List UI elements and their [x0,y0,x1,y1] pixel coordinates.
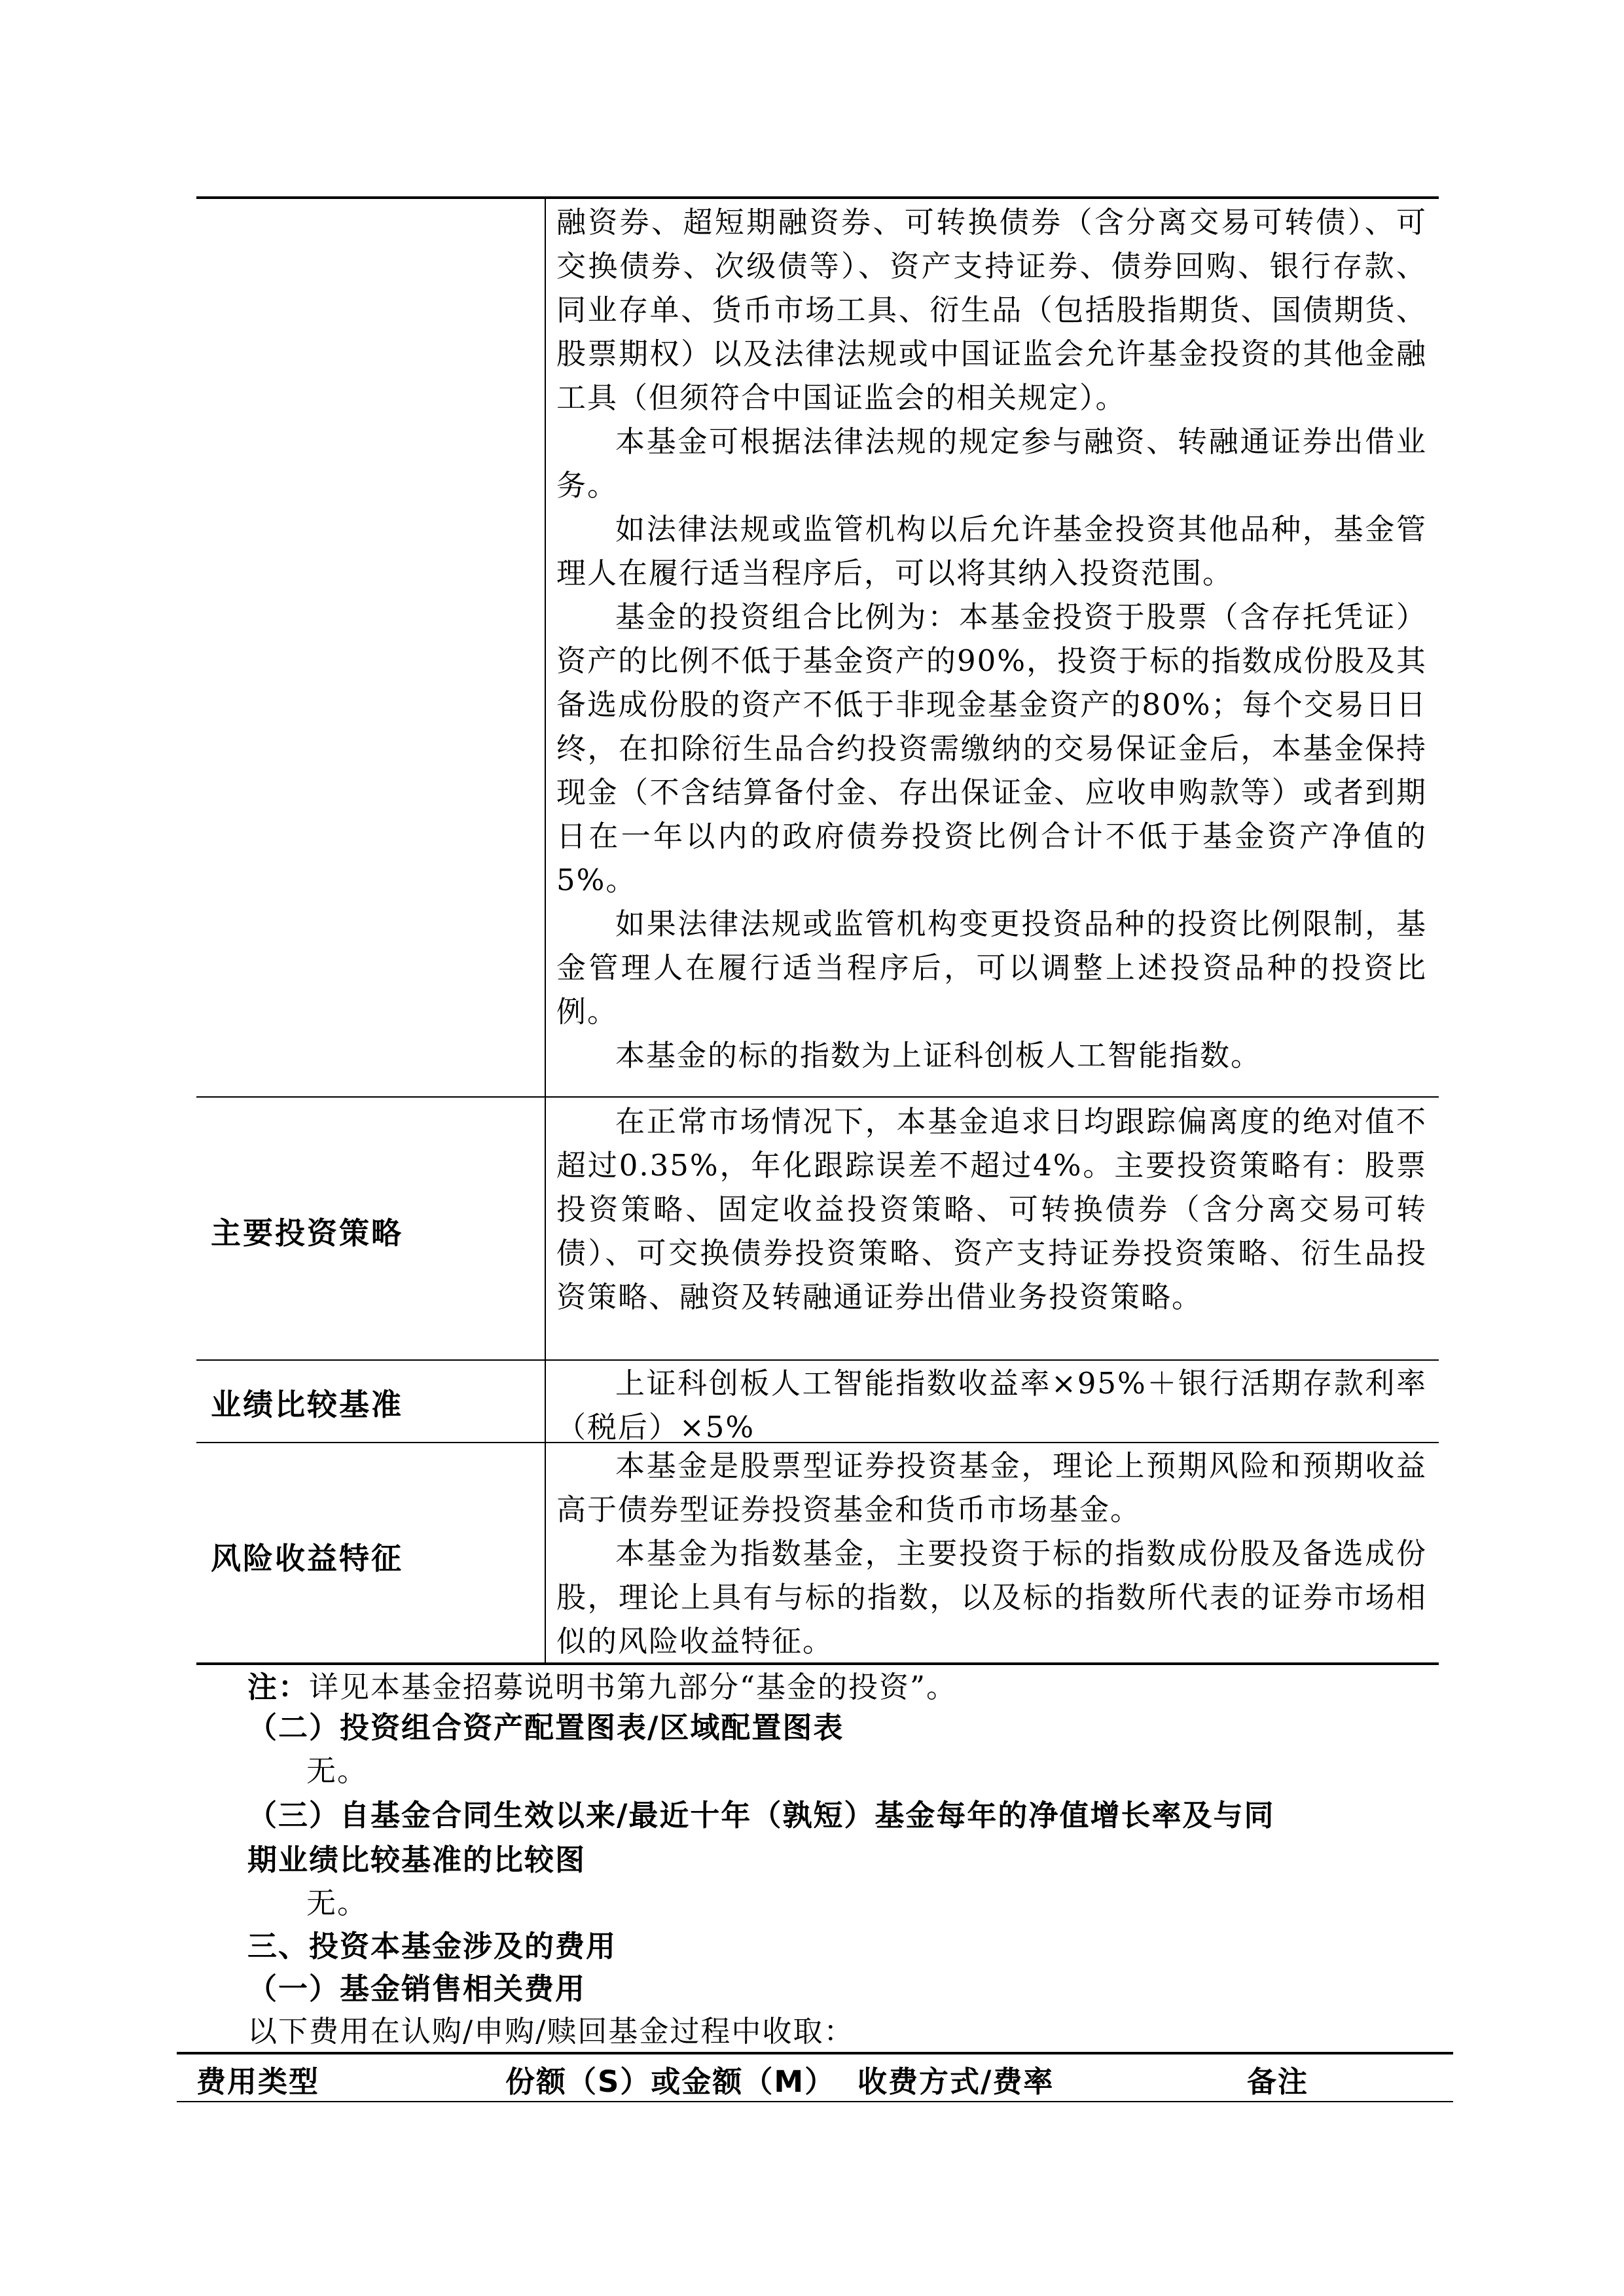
row-divider [196,1359,1439,1361]
paragraph: 本基金可根据法律法规的规定参与融资、转融通证券出借业务。 [556,424,1427,503]
note-text: 详见本基金招募说明书第九部分“基金的投资”。 [309,1670,958,1704]
paragraph: 基金的投资组合比例为：本基金投资于股票（含存托凭证）资产的比例不低于基金资产的90%，投资于标的指数成份股及其备选成份股的资产不低于非现金基金资产的80%；每个交易日日终，在扣除衍生品合约投资需缴纳的交易保证金后，本基金保持现金（不含结算备付金、存出保证金、应收申购款等）或者到期日在一年以内的政府债券投资比例合计不低于基金资产净值的5%。 [556,600,1427,897]
fee-table-top-border [177,2052,1453,2054]
paragraph: 上证科创板人工智能指数收益率×95%＋银行活期存款利率（税后）×5% [556,1366,1427,1444]
strategy-cell [556,1100,1427,1319]
paragraph: 本基金是股票型证券投资基金，理论上预期风险和预期收益高于债券型证券投资基金和货币市场基金。 [556,1448,1427,1527]
fee-table-header-border [177,2101,1453,2102]
benchmark-cell [556,1361,1427,1449]
table-note [247,1668,1465,1707]
risk-cell [556,1444,1427,1663]
fee-table-header-note: 备注 [1247,2064,1309,2099]
fee-table-header-rate: 收费方式/费率 [857,2064,1055,2099]
part-3-title: 三、投资本基金涉及的费用 [247,1929,617,1964]
section-3-title-line1: （三）自基金合同生效以来/最近十年（孰短）基金每年的净值增长率及与同 [247,1798,1275,1833]
paragraph: 如法律法规或监管机构以后允许基金投资其他品种，基金管理人在履行适当程序后，可以将其纳入投资范围。 [556,512,1427,590]
fee-table-header-amount: 份额（S）或金额（M） [505,2064,836,2099]
section-2-title: （二）投资组合资产配置图表/区域配置图表 [247,1710,844,1745]
paragraph: 本基金为指数基金，主要投资于标的指数成份股及备选成份股，理论上具有与标的指数，以及标的指数所代表的证券市场相似的风险收益特征。 [556,1536,1427,1659]
paragraph: 融资券、超短期融资券、可转换债券（含分离交易可转债）、可交换债券、次级债等）、资产支持证券、债券回购、银行存款、同业存单、货币市场工具、衍生品（包括股指期货、国债期货、股票期权）以及法律法规或中国证监会允许基金投资的其他金融工具（但须符合中国证监会的相关规定）。 [556,205,1427,415]
paragraph: 如果法律法规或监管机构变更投资品种的投资比例限制，基金管理人在履行适当程序后，可以调整上述投资品种的投资比例。 [556,906,1427,1029]
row-label-benchmark: 业绩比较基准 [211,1387,403,1422]
section-3-body: 无。 [306,1886,369,1920]
paragraph: 在正常市场情况下，本基金追求日均跟踪偏离度的绝对值不超过0.35%，年化跟踪误差不超过4%。主要投资策略有：股票投资策略、固定收益投资策略、可转换债券（含分离交易可转债）、可交换债券投资策略、资产支持证券投资策略、衍生品投资策略、融资及转融通证券出借业务投资策略。 [556,1104,1427,1314]
section-2-body: 无。 [306,1753,369,1788]
row-label-strategy: 主要投资策略 [211,1215,403,1251]
paragraph: 本基金的标的指数为上证科创板人工智能指数。 [615,1038,1262,1073]
fee-section-1-title: （一）基金销售相关费用 [247,1971,586,2006]
note-prefix: 注： [247,1670,310,1704]
row-label-risk: 风险收益特征 [211,1541,403,1576]
fee-table-header-type: 费用类型 [196,2064,320,2099]
section-3-title-line2: 期业绩比较基准的比较图 [247,1842,586,1877]
fee-section-1-intro: 以下费用在认购/申购/赎回基金过程中收取： [247,2014,855,2049]
table-top-border [196,196,1439,199]
row-divider [196,1096,1439,1098]
investment-scope-cell [556,200,1427,1077]
